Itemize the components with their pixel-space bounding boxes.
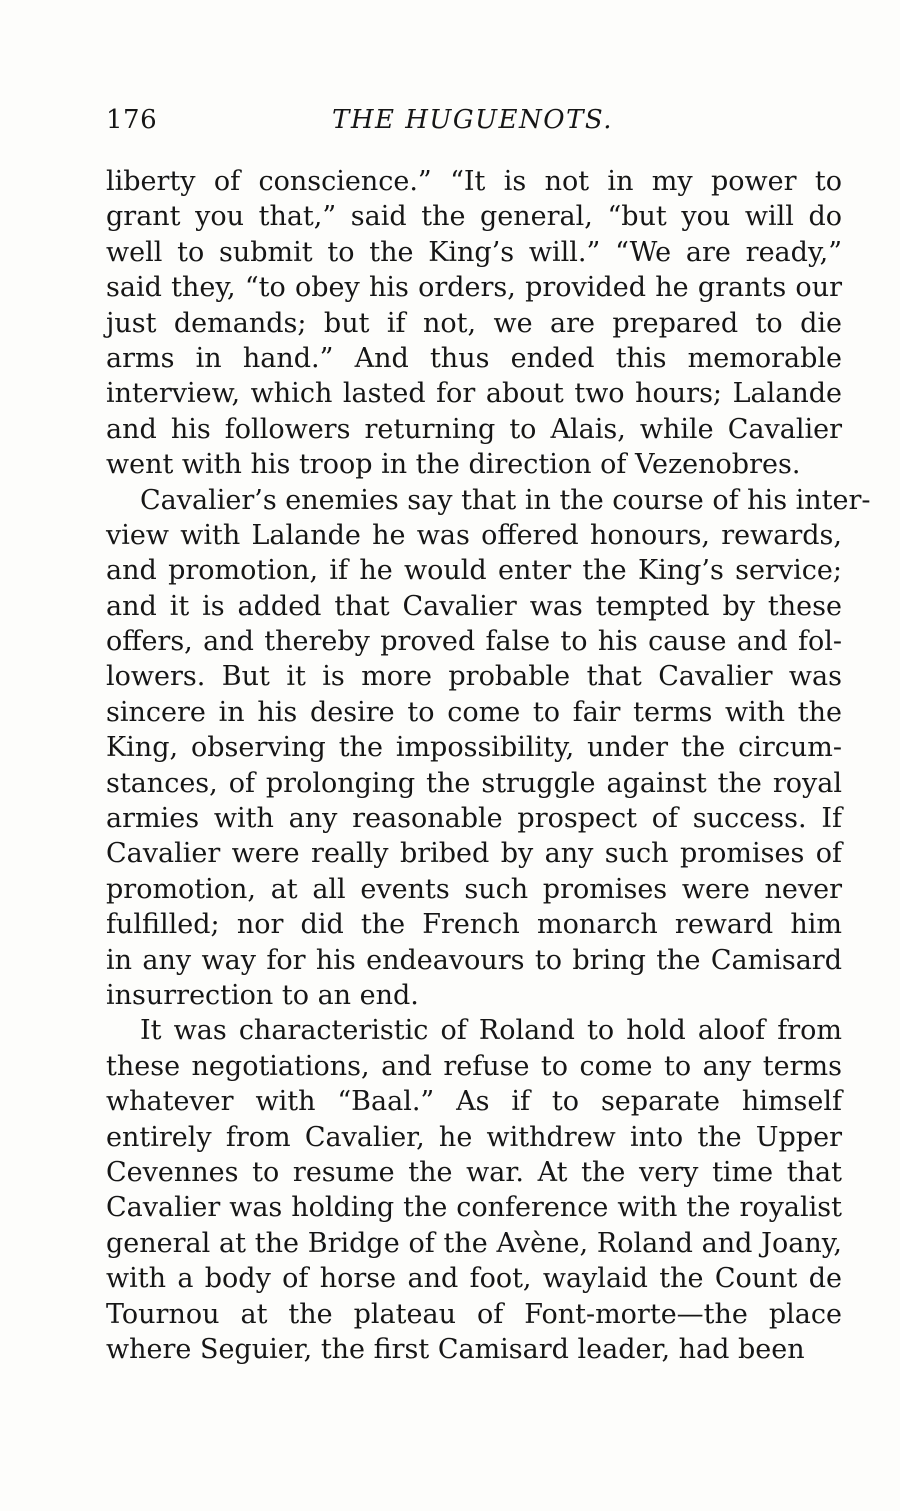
paragraph bbox=[106, 483, 871, 1014]
text-line: these negotiations, and refuse to come to any terms bbox=[106, 1050, 842, 1082]
text-line: Tournou at the plateau of Font-morte—the place bbox=[106, 1298, 842, 1330]
text-line: stances, of prolonging the struggle against the royal bbox=[106, 767, 842, 799]
text-line: offers, and thereby proved false to his cause and fol- bbox=[106, 626, 842, 658]
body-text bbox=[106, 164, 871, 1367]
text-line: insurrection to an end. bbox=[106, 979, 419, 1011]
text-line: went with his troop in the direction of Vezenobres. bbox=[106, 449, 801, 481]
text-line: fulfilled; nor did the French monarch reward him bbox=[106, 909, 842, 941]
text-line: It was characteristic of Roland to hold aloof from bbox=[140, 1015, 842, 1047]
text-line: Cavalier’s enemies say that in the course of his inter- bbox=[140, 484, 871, 516]
text-line: whatever with “Baal.” As if to separate himself bbox=[106, 1086, 842, 1118]
text-line: and it is added that Cavalier was tempted by these bbox=[106, 590, 842, 622]
paragraph bbox=[106, 1013, 842, 1367]
paragraph bbox=[106, 164, 842, 483]
text-line: promotion, at all events such promises were never bbox=[106, 873, 842, 905]
text-line: and his followers returning to Alais, while Cavalier bbox=[106, 413, 842, 445]
text-line: where Seguier, the first Camisard leader, had been bbox=[106, 1333, 805, 1365]
text-line: view with Lalande he was offered honours, rewards, bbox=[106, 519, 842, 551]
text-line: just demands; but if not, we are prepared to die bbox=[106, 307, 842, 339]
page-header bbox=[106, 100, 836, 140]
text-line: lowers. But it is more probable that Cavalier was bbox=[106, 661, 842, 693]
text-line: general at the Bridge of the Avène, Roland and Joany, bbox=[106, 1227, 842, 1259]
text-line: King, observing the impossibility, under the circum- bbox=[106, 732, 842, 764]
text-line: armies with any reasonable prospect of success. If bbox=[106, 803, 842, 835]
text-line: liberty of conscience.” “It is not in my power to bbox=[106, 166, 842, 197]
text-line: in any way for his endeavours to bring the Camisard bbox=[106, 944, 842, 976]
page-number: 176 bbox=[106, 105, 158, 135]
text-line: Cevennes to resume the war. At the very time that bbox=[106, 1156, 842, 1188]
text-line: sincere in his desire to come to fair terms with the bbox=[106, 696, 842, 728]
text-line: said they, “to obey his orders, provided he grants our bbox=[106, 272, 842, 304]
running-title: THE HUGUENOTS. bbox=[332, 105, 614, 135]
text-line: interview, which lasted for about two hours; Lalande bbox=[106, 378, 842, 410]
text-line: with a body of horse and foot, waylaid the Count de bbox=[106, 1263, 842, 1295]
text-line: grant you that,” said the general, “but you will do bbox=[106, 201, 842, 233]
text-line: arms in hand.” And thus ended this memorable bbox=[106, 342, 842, 374]
text-line: well to submit to the King’s will.” “We are ready,” bbox=[106, 236, 842, 268]
text-line: Cavalier was holding the conference with the royalist bbox=[106, 1192, 842, 1224]
text-line: entirely from Cavalier, he withdrew into the Upper bbox=[106, 1121, 842, 1153]
text-line: Cavalier were really bribed by any such promises of bbox=[106, 838, 842, 870]
text-line: and promotion, if he would enter the King’s service; bbox=[106, 555, 842, 587]
